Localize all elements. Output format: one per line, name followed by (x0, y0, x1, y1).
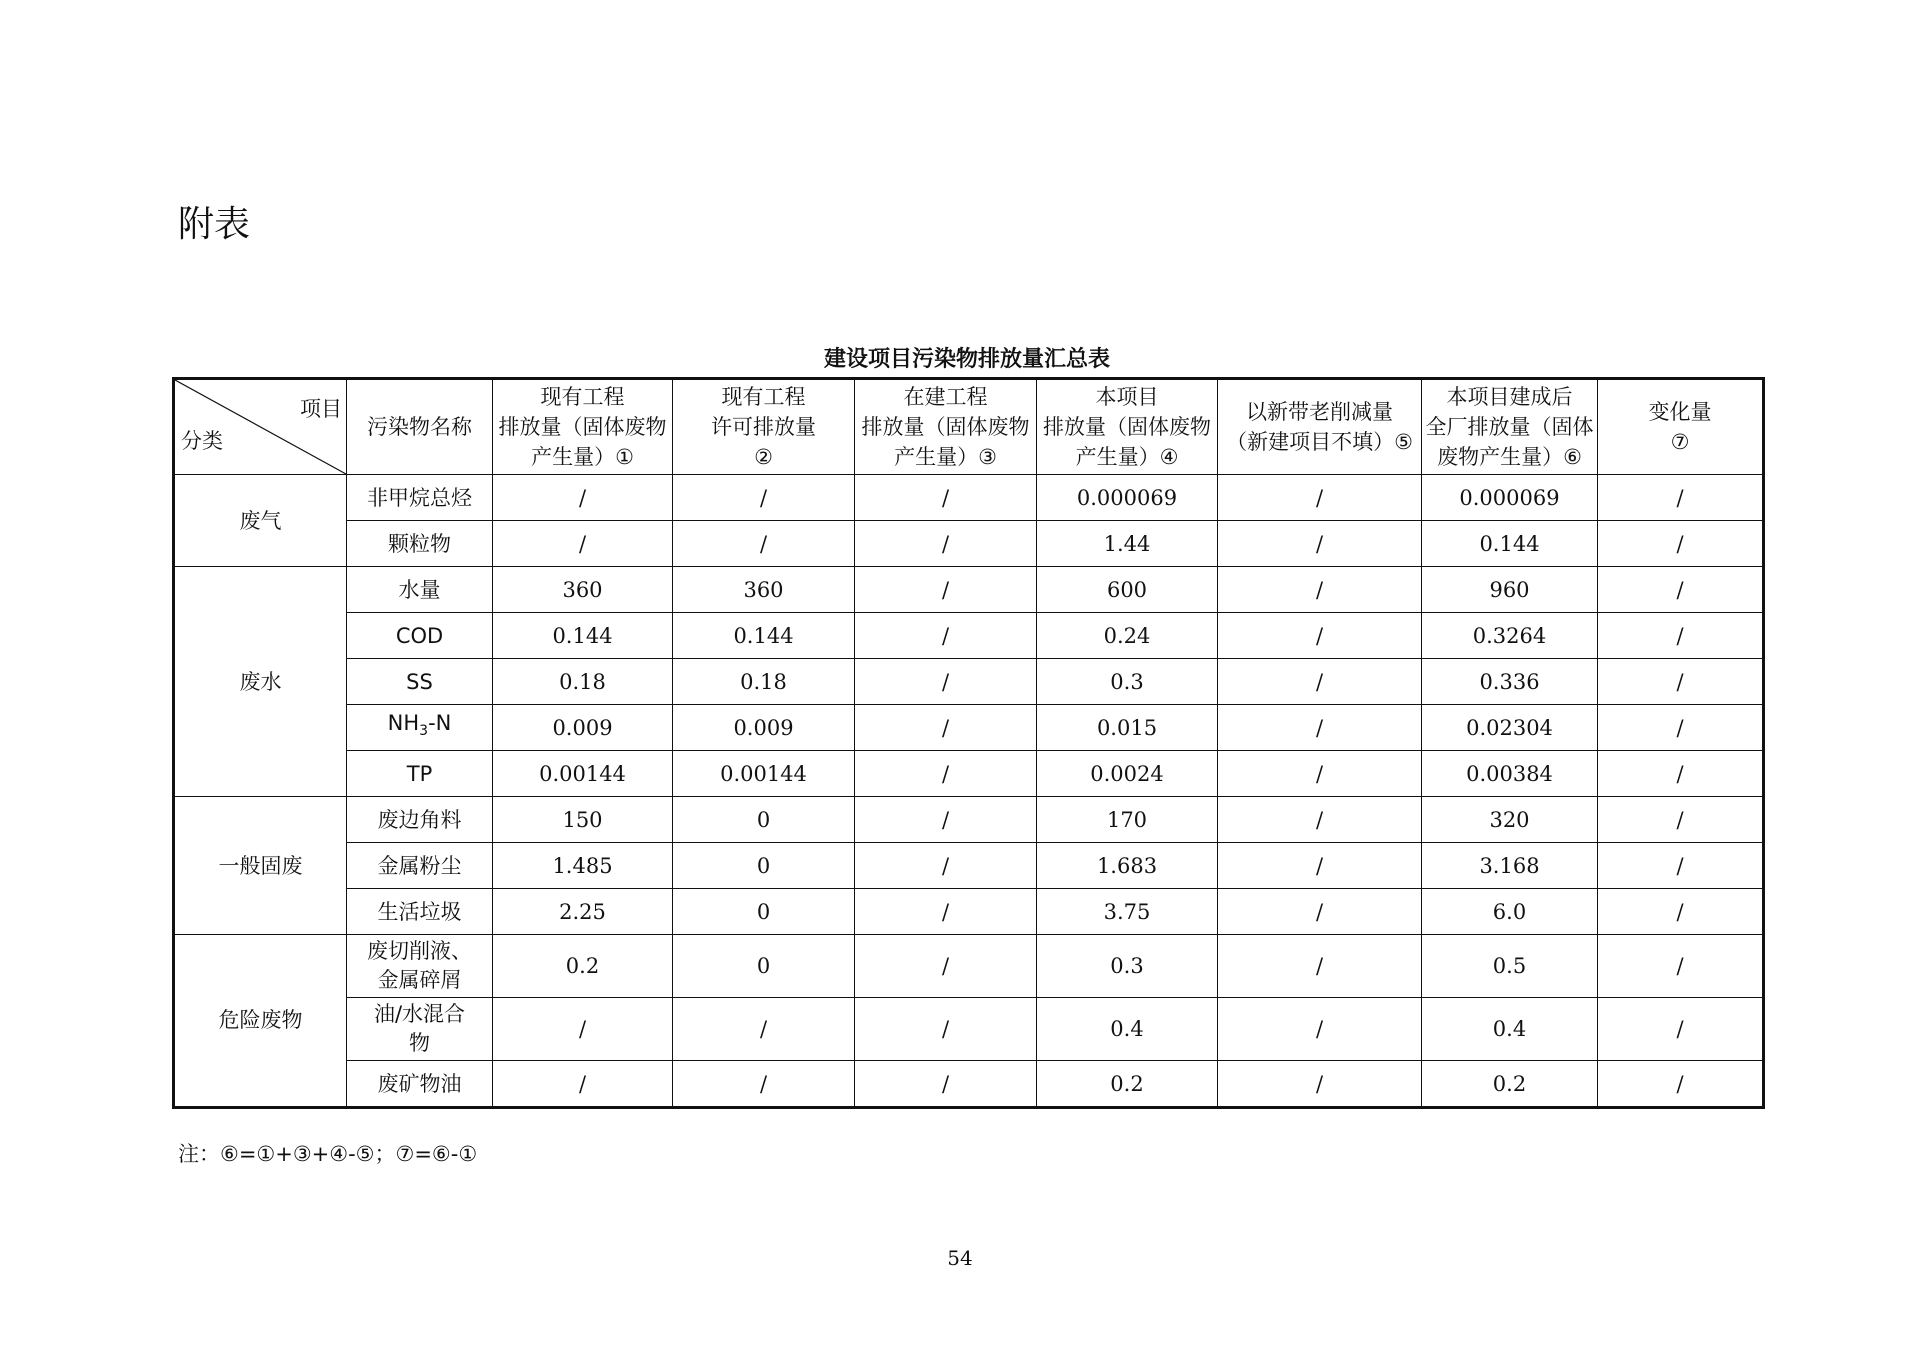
header-line: 排放量（固体废物 (1043, 415, 1211, 439)
pollutant-name-cell: 废矿物油 (347, 1061, 493, 1108)
header-line: ⑦ (1670, 430, 1690, 454)
value-cell: / (855, 1061, 1037, 1108)
value-cell: 0 (673, 889, 855, 935)
pollutant-name-cell: 水量 (347, 567, 493, 613)
header-line: ② (754, 445, 773, 469)
value-cell: / (855, 998, 1037, 1061)
emission-summary-table (172, 377, 1765, 1109)
appendix-heading: 附表 (178, 204, 251, 245)
pollutant-name-cell: SS (347, 659, 493, 705)
value-cell: 0.5 (1422, 935, 1598, 998)
header-line: 产生量）④ (1075, 445, 1179, 469)
value-cell: 0.00144 (493, 751, 673, 797)
value-cell: / (1218, 751, 1422, 797)
diagonal-header-cell (174, 379, 347, 475)
value-cell: / (855, 613, 1037, 659)
header-pollutant-name: 污染物名称 (347, 379, 493, 475)
value-cell: 0 (673, 797, 855, 843)
pollutant-name-cell: TP (347, 751, 493, 797)
value-cell: / (1598, 843, 1764, 889)
value-cell: 0.0024 (1037, 751, 1218, 797)
header-line: 现有工程 (540, 385, 625, 409)
value-cell: 3.168 (1422, 843, 1598, 889)
value-cell: 960 (1422, 567, 1598, 613)
header-change (1598, 379, 1764, 475)
header-line: 变化量 (1648, 400, 1712, 424)
table-note: 注：⑥=①+③+④-⑤；⑦=⑥-① (178, 1142, 478, 1166)
header-line: 本项目建成后 (1446, 385, 1573, 409)
value-cell: 0.2 (493, 935, 673, 998)
value-cell: 0.144 (673, 613, 855, 659)
pollutant-name-cell: 金属粉尘 (347, 843, 493, 889)
table-title: 建设项目污染物排放量汇总表 (823, 347, 1110, 372)
header-line: 本项目 (1095, 385, 1159, 409)
value-cell: / (1218, 705, 1422, 751)
diag-top-label: 项目 (300, 397, 342, 421)
value-cell: / (1218, 998, 1422, 1061)
table-row (174, 705, 1764, 751)
pollutant-name-cell: 颗粒物 (347, 521, 493, 567)
value-cell: / (1218, 567, 1422, 613)
value-cell: / (855, 935, 1037, 998)
value-cell: 170 (1037, 797, 1218, 843)
value-cell: 0.18 (493, 659, 673, 705)
diag-bottom-label: 分类 (181, 429, 223, 453)
value-cell: 0.144 (1422, 521, 1598, 567)
value-cell: / (1218, 1061, 1422, 1108)
value-cell: / (855, 567, 1037, 613)
value-cell: 1.44 (1037, 521, 1218, 567)
value-cell: 0.24 (1037, 613, 1218, 659)
value-cell: / (1598, 567, 1764, 613)
table-row (174, 475, 1764, 521)
value-cell: / (673, 998, 855, 1061)
value-cell: 0 (673, 935, 855, 998)
value-cell: 150 (493, 797, 673, 843)
pollutant-name-cell: 废边角料 (347, 797, 493, 843)
value-cell: / (855, 659, 1037, 705)
value-cell: 0 (673, 843, 855, 889)
page-number: 54 (947, 1246, 973, 1270)
table-row (174, 659, 1764, 705)
value-cell: / (855, 475, 1037, 521)
value-cell: / (1598, 659, 1764, 705)
value-cell: / (1218, 935, 1422, 998)
value-cell: / (673, 521, 855, 567)
value-cell: / (493, 521, 673, 567)
header-this-project (1037, 379, 1218, 475)
table-row (174, 521, 1764, 567)
value-cell: 600 (1037, 567, 1218, 613)
category-cell: 废水 (174, 567, 347, 797)
value-cell: 0.336 (1422, 659, 1598, 705)
value-cell: 0.18 (673, 659, 855, 705)
value-cell: 0.009 (673, 705, 855, 751)
value-cell: 0.015 (1037, 705, 1218, 751)
value-cell: / (855, 705, 1037, 751)
value-cell: / (1218, 613, 1422, 659)
header-line: 以新带老削减量 (1246, 400, 1393, 424)
table-row (174, 751, 1764, 797)
value-cell: 0.000069 (1037, 475, 1218, 521)
category-cell: 危险废物 (174, 935, 347, 1108)
header-existing-permitted (673, 379, 855, 475)
header-line: （新建项目不填）⑤ (1226, 430, 1413, 454)
pollutant-name-cell: $NH_3-N$ (347, 705, 493, 751)
pollutant-name-cell (347, 935, 493, 998)
value-cell: / (1218, 797, 1422, 843)
value-cell: / (855, 797, 1037, 843)
table-row (174, 998, 1764, 1061)
value-cell: / (1598, 613, 1764, 659)
value-cell: / (1218, 889, 1422, 935)
value-cell: 360 (493, 567, 673, 613)
header-line: 全厂排放量（固体 (1425, 415, 1594, 439)
value-cell: 1.683 (1037, 843, 1218, 889)
pollutant-name-line: 油/水混合 (373, 1002, 466, 1026)
value-cell: / (855, 521, 1037, 567)
value-cell: / (1598, 935, 1764, 998)
header-row (174, 379, 1764, 475)
pollutant-name-line: 物 (409, 1031, 430, 1055)
value-cell: 320 (1422, 797, 1598, 843)
value-cell: 0.000069 (1422, 475, 1598, 521)
header-line: 产生量）③ (894, 445, 997, 469)
value-cell: / (1218, 843, 1422, 889)
category-cell: 一般固废 (174, 797, 347, 935)
value-cell: 0.009 (493, 705, 673, 751)
table-row (174, 843, 1764, 889)
table-row (174, 797, 1764, 843)
value-cell: / (673, 475, 855, 521)
value-cell: / (1218, 475, 1422, 521)
value-cell: / (493, 998, 673, 1061)
value-cell: 3.75 (1037, 889, 1218, 935)
value-cell: / (1598, 797, 1764, 843)
header-under-construction (855, 379, 1037, 475)
pollutant-name-cell: 生活垃圾 (347, 889, 493, 935)
header-line: 排放量（固体废物 (861, 415, 1030, 439)
value-cell: 0.3 (1037, 935, 1218, 998)
value-cell: 360 (673, 567, 855, 613)
value-cell: 0.3264 (1422, 613, 1598, 659)
value-cell: / (855, 889, 1037, 935)
value-cell: 6.0 (1422, 889, 1598, 935)
value-cell: 0.00384 (1422, 751, 1598, 797)
value-cell: / (1598, 889, 1764, 935)
pollutant-name-line: 废切削液、 (367, 939, 472, 963)
header-existing-emission (493, 379, 673, 475)
header-reduction (1218, 379, 1422, 475)
table-row (174, 1061, 1764, 1108)
table-row (174, 889, 1764, 935)
value-cell: / (1598, 751, 1764, 797)
pollutant-name-cell: COD (347, 613, 493, 659)
value-cell: 0.144 (493, 613, 673, 659)
value-cell: / (1598, 521, 1764, 567)
value-cell: / (1598, 705, 1764, 751)
table-row (174, 613, 1764, 659)
value-cell: 0.4 (1037, 998, 1218, 1061)
category-cell: 废气 (174, 475, 347, 567)
header-plant-total (1422, 379, 1598, 475)
pollutant-name-line: 金属碎屑 (377, 968, 462, 992)
value-cell: / (1598, 1061, 1764, 1108)
header-line: 排放量（固体废物 (498, 415, 667, 439)
table-row (174, 935, 1764, 998)
pollutant-name-cell (347, 998, 493, 1061)
header-line: 废物产生量）⑥ (1437, 445, 1582, 469)
value-cell: / (1598, 998, 1764, 1061)
value-cell: / (1598, 475, 1764, 521)
value-cell: 1.485 (493, 843, 673, 889)
value-cell: 0.4 (1422, 998, 1598, 1061)
header-line: 许可排放量 (711, 415, 816, 439)
value-cell: 2.25 (493, 889, 673, 935)
value-cell: 0.2 (1037, 1061, 1218, 1108)
value-cell: / (855, 843, 1037, 889)
value-cell: 0.3 (1037, 659, 1218, 705)
value-cell: 0.02304 (1422, 705, 1598, 751)
value-cell: 0.2 (1422, 1061, 1598, 1108)
value-cell: / (493, 1061, 673, 1108)
header-line: 产生量）① (531, 445, 634, 469)
header-line: 在建工程 (903, 385, 988, 409)
value-cell: 0.00144 (673, 751, 855, 797)
header-line: 现有工程 (721, 385, 806, 409)
table-row (174, 567, 1764, 613)
pollutant-name-cell: 非甲烷总烃 (347, 475, 493, 521)
value-cell: / (1218, 521, 1422, 567)
value-cell: / (673, 1061, 855, 1108)
value-cell: / (493, 475, 673, 521)
value-cell: / (855, 751, 1037, 797)
value-cell: / (1218, 659, 1422, 705)
